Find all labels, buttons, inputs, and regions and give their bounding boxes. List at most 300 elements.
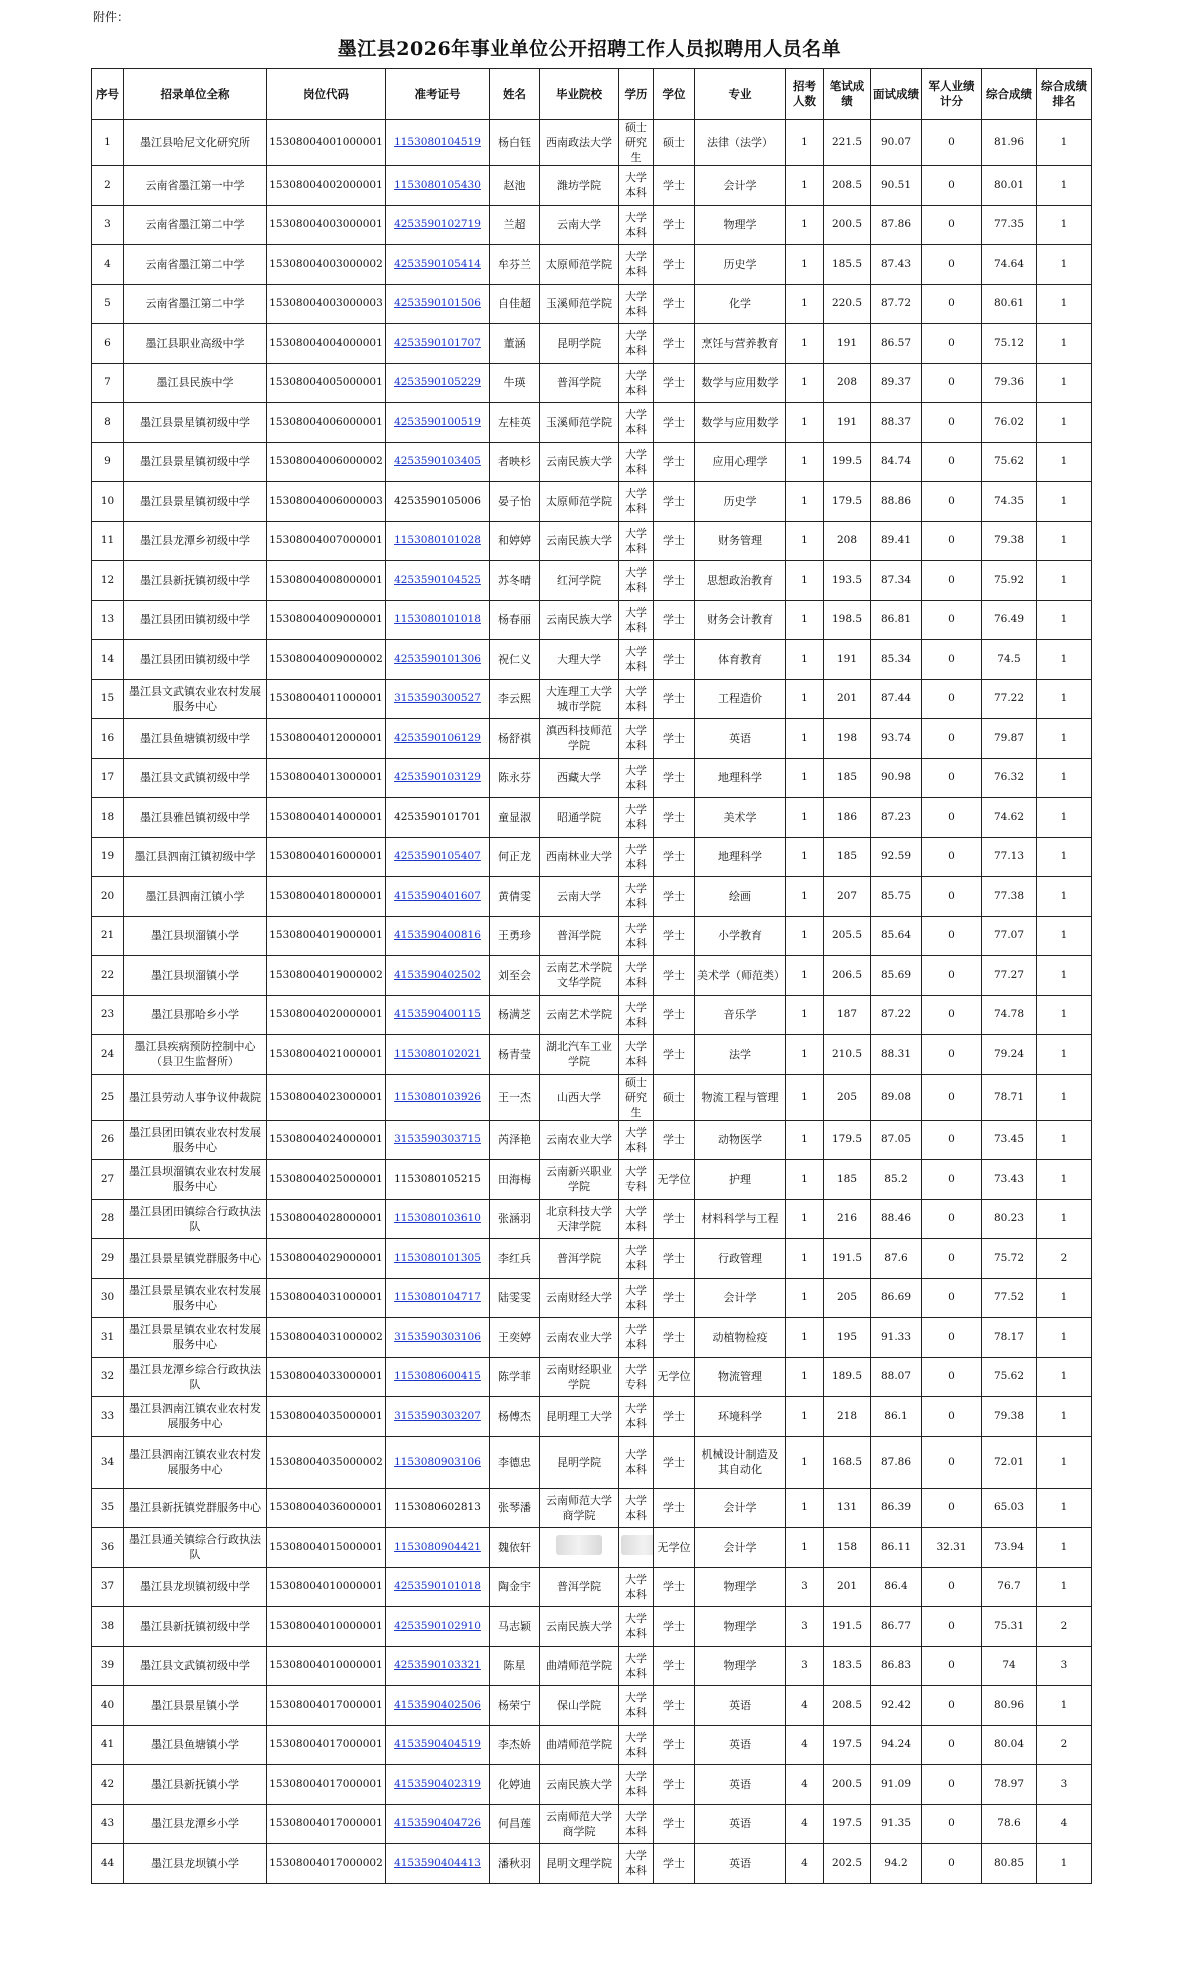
interview-score-cell: 90.07 [871,120,922,166]
interview-score-cell: 87.22 [871,995,922,1035]
military-score-cell: 0 [922,120,982,166]
unit-name-cell: 云南省墨江第二中学 [124,284,267,324]
exam-number-link[interactable]: 4253590101306 [394,652,481,665]
total-score-cell: 75.12 [982,324,1037,364]
table-row [92,1686,1092,1726]
rank-cell: 1 [1037,719,1092,759]
position-code-cell: 15308004006000003 [267,482,386,522]
written-score-cell: 205.5 [824,916,871,956]
exam-number-cell [386,561,490,601]
degree-cell: 学士 [654,1397,695,1437]
degree-cell: 学士 [654,1646,695,1686]
exam-number-link[interactable]: 4253590103129 [394,771,481,784]
degree-cell: 学士 [654,166,695,206]
military-score-cell: 0 [922,205,982,245]
exam-number-link[interactable]: 4153590400816 [394,929,481,942]
degree-cell: 学士 [654,442,695,482]
quota-cell: 1 [786,1239,824,1279]
unit-name-cell: 墨江县团田镇农业农村发展服务中心 [124,1120,267,1160]
education-cell: 大学本科 [619,719,654,759]
table-row [92,403,1092,443]
degree-cell: 学士 [654,600,695,640]
education-cell: 大学本科 [619,916,654,956]
position-code-cell: 15308004021000001 [267,1035,386,1075]
written-score-cell: 185.5 [824,245,871,285]
quota-cell: 1 [786,284,824,324]
school-cell: 昆明学院 [540,324,619,364]
exam-number-link[interactable]: 4153590401607 [394,889,481,902]
position-code-cell: 15308004029000001 [267,1239,386,1279]
school-cell: 云南艺术学院文华学院 [540,956,619,996]
military-score-cell: 0 [922,1765,982,1805]
exam-number-link[interactable]: 1153080904421 [394,1540,481,1553]
degree-cell: 学士 [654,956,695,996]
education-cell: 大学本科 [619,1436,654,1488]
candidate-name-cell: 杨白钰 [490,120,540,166]
exam-number-link[interactable]: 1153080104519 [394,136,481,148]
total-score-cell: 73.43 [982,1160,1037,1200]
interview-score-cell: 93.74 [871,719,922,759]
school-cell: 昭通学院 [540,798,619,838]
military-score-cell: 0 [922,1074,982,1120]
military-score-cell: 0 [922,837,982,877]
interview-score-cell: 86.1 [871,1397,922,1437]
degree-cell: 学士 [654,995,695,1035]
exam-number-link[interactable]: 1153080103926 [394,1090,481,1103]
rank-cell: 2 [1037,1607,1092,1647]
table-row [92,640,1092,680]
candidate-name-cell: 童显淑 [490,798,540,838]
exam-number-link[interactable]: 4153590400115 [394,1008,481,1021]
interview-score-cell: 87.05 [871,1120,922,1160]
school-cell: 昆明文理学院 [540,1844,619,1884]
interview-score-cell: 92.42 [871,1686,922,1726]
military-score-cell: 0 [922,1035,982,1075]
exam-number-link[interactable]: 1153080101305 [394,1251,481,1264]
degree-cell: 学士 [654,837,695,877]
school-cell: 大理大学 [540,640,619,680]
exam-number-link[interactable]: 4253590105414 [394,257,481,270]
total-score-cell: 80.01 [982,166,1037,206]
attachment-label: 附件： [93,10,130,24]
degree-cell: 学士 [654,1607,695,1647]
row-number-cell: 13 [92,600,124,640]
exam-number-cell: 4253590101701 [386,798,490,838]
degree-cell: 学士 [654,798,695,838]
quota-cell: 4 [786,1804,824,1844]
unit-name-cell: 墨江县鱼塘镇初级中学 [124,719,267,759]
degree-cell: 学士 [654,1199,695,1239]
degree-cell: 无学位 [654,1528,695,1568]
table-row [92,442,1092,482]
education-cell: 大学本科 [619,1804,654,1844]
exam-number-link[interactable]: 4253590106129 [394,731,481,744]
position-code-cell: 15308004017000002 [267,1844,386,1884]
written-score-cell: 191 [824,324,871,364]
rank-cell: 1 [1037,521,1092,561]
exam-number-link[interactable]: 1153080102021 [394,1047,481,1060]
major-cell: 烹饪与营养教育 [695,324,786,364]
position-code-cell: 15308004023000001 [267,1074,386,1120]
rank-cell: 1 [1037,403,1092,443]
interview-score-cell: 89.08 [871,1074,922,1120]
header-cell: 招考人数 [786,69,824,120]
position-code-cell: 15308004003000003 [267,284,386,324]
school-cell [540,1528,619,1568]
military-score-cell: 0 [922,166,982,206]
school-cell: 云南民族大学 [540,1765,619,1805]
total-score-cell: 75.72 [982,1239,1037,1279]
written-score-cell: 131 [824,1488,871,1528]
candidate-name-cell: 杨春丽 [490,600,540,640]
interview-score-cell: 91.35 [871,1804,922,1844]
written-score-cell: 208 [824,363,871,403]
total-score-cell: 75.62 [982,1357,1037,1397]
candidate-name-cell: 何昌莲 [490,1804,540,1844]
rank-cell: 1 [1037,1436,1092,1488]
exam-number-link[interactable]: 3153590303106 [394,1330,481,1343]
degree-cell: 学士 [654,324,695,364]
unit-name-cell: 云南省墨江第二中学 [124,245,267,285]
school-cell: 云南新兴职业学院 [540,1160,619,1200]
quota-cell: 1 [786,1199,824,1239]
unit-name-cell: 云南省墨江第一中学 [124,166,267,206]
position-code-cell: 15308004006000002 [267,442,386,482]
degree-cell: 无学位 [654,1357,695,1397]
row-number-cell: 43 [92,1804,124,1844]
written-score-cell: 195 [824,1318,871,1358]
written-score-cell: 199.5 [824,442,871,482]
position-code-cell: 15308004008000001 [267,561,386,601]
unit-name-cell: 墨江县泗南江镇小学 [124,877,267,917]
candidate-name-cell: 王一杰 [490,1074,540,1120]
quota-cell: 1 [786,120,824,166]
exam-number-link[interactable]: 1153080105430 [394,178,481,191]
header-cell: 综合成绩 [982,69,1037,120]
degree-cell: 学士 [654,1844,695,1884]
military-score-cell: 0 [922,482,982,522]
exam-number-cell [386,120,490,166]
military-score-cell: 0 [922,1804,982,1844]
major-cell: 美术学 [695,798,786,838]
table-row [92,1160,1092,1200]
row-number-cell: 26 [92,1120,124,1160]
rank-cell: 1 [1037,442,1092,482]
education-cell [619,1528,654,1568]
school-cell: 云南民族大学 [540,600,619,640]
candidate-name-cell: 晏子怡 [490,482,540,522]
candidate-name-cell: 陈星 [490,1646,540,1686]
exam-number-link[interactable]: 4253590104525 [394,573,481,586]
school-cell: 湖北汽车工业学院 [540,1035,619,1075]
position-code-cell: 15308004009000002 [267,640,386,680]
table-row [92,1528,1092,1568]
military-score-cell: 0 [922,995,982,1035]
military-score-cell: 0 [922,1686,982,1726]
school-cell: 昆明学院 [540,1436,619,1488]
table-row [92,995,1092,1035]
row-number-cell: 3 [92,205,124,245]
rank-cell: 1 [1037,324,1092,364]
table-row [92,1646,1092,1686]
exam-number-cell: 4253590105006 [386,482,490,522]
military-score-cell: 0 [922,1436,982,1488]
candidate-name-cell: 自佳超 [490,284,540,324]
education-cell: 大学本科 [619,1239,654,1279]
unit-name-cell: 墨江县坝溜镇小学 [124,916,267,956]
quota-cell: 1 [786,758,824,798]
exam-number-cell: 1153080105215 [386,1160,490,1200]
military-score-cell: 0 [922,561,982,601]
header-cell: 姓名 [490,69,540,120]
position-code-cell: 15308004036000001 [267,1488,386,1528]
written-score-cell: 191.5 [824,1239,871,1279]
table-row [92,363,1092,403]
education-cell: 大学本科 [619,1035,654,1075]
rank-cell: 1 [1037,877,1092,917]
major-cell: 会计学 [695,1528,786,1568]
military-score-cell: 0 [922,1607,982,1647]
exam-number-link[interactable]: 3153590303207 [394,1409,481,1422]
degree-cell: 学士 [654,1804,695,1844]
position-code-cell: 15308004020000001 [267,995,386,1035]
row-number-cell: 18 [92,798,124,838]
exam-number-cell [386,1199,490,1239]
education-cell: 大学本科 [619,324,654,364]
rank-cell: 1 [1037,205,1092,245]
major-cell: 工程造价 [695,679,786,719]
total-score-cell: 76.7 [982,1567,1037,1607]
unit-name-cell: 墨江县鱼塘镇小学 [124,1725,267,1765]
military-score-cell: 32.31 [922,1528,982,1568]
rank-cell: 2 [1037,1239,1092,1279]
table-row [92,245,1092,285]
table-row [92,1844,1092,1884]
education-cell: 大学本科 [619,758,654,798]
row-number-cell: 1 [92,120,124,166]
quota-cell: 1 [786,1397,824,1437]
education-cell: 大学本科 [619,1318,654,1358]
interview-score-cell: 85.75 [871,877,922,917]
total-score-cell: 79.38 [982,521,1037,561]
unit-name-cell: 墨江县团田镇初级中学 [124,640,267,680]
interview-score-cell: 88.31 [871,1035,922,1075]
military-score-cell: 0 [922,1160,982,1200]
row-number-cell: 17 [92,758,124,798]
exam-number-link[interactable]: 4253590102910 [394,1619,481,1632]
written-score-cell: 197.5 [824,1725,871,1765]
unit-name-cell: 墨江县哈尼文化研究所 [124,120,267,166]
total-score-cell: 79.36 [982,363,1037,403]
exam-number-link[interactable]: 4153590404726 [394,1817,481,1830]
exam-number-link[interactable]: 4153590402319 [394,1777,481,1790]
quota-cell: 3 [786,1567,824,1607]
rank-cell: 1 [1037,798,1092,838]
major-cell: 动植物检疫 [695,1318,786,1358]
candidate-name-cell: 杨舒祺 [490,719,540,759]
header-cell: 专业 [695,69,786,120]
rank-cell: 3 [1037,1765,1092,1805]
rank-cell: 1 [1037,1397,1092,1437]
exam-number-cell [386,679,490,719]
degree-cell: 学士 [654,1488,695,1528]
education-cell: 大学本科 [619,1488,654,1528]
interview-score-cell: 94.2 [871,1844,922,1884]
exam-number-link[interactable]: 4253590105407 [394,850,481,863]
exam-number-link[interactable]: 4253590102719 [394,218,481,231]
exam-number-cell [386,1725,490,1765]
major-cell: 小学教育 [695,916,786,956]
candidate-name-cell: 王奕婷 [490,1318,540,1358]
exam-number-cell [386,324,490,364]
rank-cell: 1 [1037,1686,1092,1726]
exam-number-cell [386,877,490,917]
position-code-cell: 15308004004000001 [267,324,386,364]
degree-cell: 学士 [654,1567,695,1607]
written-score-cell: 185 [824,837,871,877]
row-number-cell: 33 [92,1397,124,1437]
major-cell: 行政管理 [695,1239,786,1279]
exam-number-cell [386,956,490,996]
quota-cell: 1 [786,600,824,640]
exam-number-link[interactable]: 1153080903106 [394,1455,481,1468]
exam-number-link[interactable]: 4153590404519 [394,1738,481,1751]
unit-name-cell: 云南省墨江第二中学 [124,205,267,245]
header-cell: 序号 [92,69,124,120]
total-score-cell: 74 [982,1646,1037,1686]
unit-name-cell: 墨江县职业高级中学 [124,324,267,364]
degree-cell: 学士 [654,1239,695,1279]
major-cell: 地理科学 [695,837,786,877]
school-cell: 太原师范学院 [540,482,619,522]
school-cell: 西南政法大学 [540,120,619,166]
school-cell: 云南大学 [540,205,619,245]
total-score-cell: 77.07 [982,916,1037,956]
candidate-name-cell: 祝仁义 [490,640,540,680]
exam-number-link[interactable]: 3153590303715 [394,1133,481,1146]
total-score-cell: 79.87 [982,719,1037,759]
exam-number-cell [386,719,490,759]
exam-number-link[interactable]: 4153590402502 [394,968,481,981]
written-score-cell: 208.5 [824,166,871,206]
exam-number-link[interactable]: 4253590103405 [394,455,481,468]
education-cell: 大学本科 [619,600,654,640]
position-code-cell: 15308004018000001 [267,877,386,917]
candidate-name-cell: 陈学菲 [490,1357,540,1397]
major-cell: 环境科学 [695,1397,786,1437]
exam-number-link[interactable]: 4253590101707 [394,336,481,349]
interview-score-cell: 90.51 [871,166,922,206]
total-score-cell: 74.35 [982,482,1037,522]
quota-cell: 1 [786,956,824,996]
table-row [92,956,1092,996]
exam-number-link[interactable]: 1153080101028 [394,534,481,547]
rank-cell: 1 [1037,956,1092,996]
exam-number-link[interactable]: 1153080101018 [394,613,481,626]
exam-number-link[interactable]: 4253590101506 [394,297,481,310]
exam-number-link[interactable]: 4253590103321 [394,1659,481,1672]
total-score-cell: 65.03 [982,1488,1037,1528]
row-number-cell: 7 [92,363,124,403]
written-score-cell: 191 [824,640,871,680]
interview-score-cell: 90.98 [871,758,922,798]
quota-cell: 1 [786,561,824,601]
exam-number-cell [386,758,490,798]
exam-number-link[interactable]: 4153590404413 [394,1856,481,1869]
written-score-cell: 198.5 [824,600,871,640]
exam-number-link[interactable]: 1153080103610 [394,1212,481,1225]
interview-score-cell: 89.41 [871,521,922,561]
exam-number-link[interactable]: 1153080600415 [394,1370,481,1383]
exam-number-link[interactable]: 3153590300527 [394,692,481,705]
total-score-cell: 76.02 [982,403,1037,443]
exam-number-link[interactable]: 4153590402506 [394,1698,481,1711]
total-score-cell: 77.27 [982,956,1037,996]
table-row [92,1436,1092,1488]
position-code-cell: 15308004007000001 [267,521,386,561]
rank-cell: 1 [1037,363,1092,403]
row-number-cell: 40 [92,1686,124,1726]
degree-cell: 学士 [654,1725,695,1765]
exam-number-link[interactable]: 1153080104717 [394,1291,481,1304]
total-score-cell: 74.64 [982,245,1037,285]
education-cell: 大学本科 [619,837,654,877]
row-number-cell: 37 [92,1567,124,1607]
rank-cell: 1 [1037,1035,1092,1075]
written-score-cell: 218 [824,1397,871,1437]
unit-name-cell: 墨江县民族中学 [124,363,267,403]
table-row [92,120,1092,166]
total-score-cell: 79.24 [982,1035,1037,1075]
row-number-cell: 20 [92,877,124,917]
school-cell: 普洱学院 [540,916,619,956]
total-score-cell: 80.61 [982,284,1037,324]
major-cell: 英语 [695,719,786,759]
rank-cell: 1 [1037,916,1092,956]
written-score-cell: 179.5 [824,482,871,522]
military-score-cell: 0 [922,442,982,482]
rank-cell: 1 [1037,679,1092,719]
school-cell: 滇西科技师范学院 [540,719,619,759]
position-code-cell: 15308004016000001 [267,837,386,877]
education-cell: 大学本科 [619,1397,654,1437]
table-row [92,324,1092,364]
written-score-cell: 185 [824,1160,871,1200]
major-cell: 会计学 [695,166,786,206]
row-number-cell: 32 [92,1357,124,1397]
table-row [92,1567,1092,1607]
written-score-cell: 191 [824,403,871,443]
exam-number-link[interactable]: 4253590105229 [394,376,481,389]
total-score-cell: 77.52 [982,1278,1037,1318]
exam-number-cell [386,1765,490,1805]
table-row [92,916,1092,956]
education-cell: 大学专科 [619,1357,654,1397]
school-cell: 云南大学 [540,877,619,917]
row-number-cell: 11 [92,521,124,561]
position-code-cell: 15308004033000001 [267,1357,386,1397]
exam-number-cell [386,521,490,561]
unit-name-cell: 墨江县新抚镇党群服务中心 [124,1488,267,1528]
header-cell: 面试成绩 [871,69,922,120]
interview-score-cell: 85.34 [871,640,922,680]
education-cell: 大学本科 [619,877,654,917]
degree-cell: 学士 [654,1120,695,1160]
exam-number-link[interactable]: 4253590101018 [394,1580,481,1593]
exam-number-link[interactable]: 4253590100519 [394,415,481,428]
row-number-cell: 28 [92,1199,124,1239]
unit-name-cell: 墨江县文武镇初级中学 [124,1646,267,1686]
